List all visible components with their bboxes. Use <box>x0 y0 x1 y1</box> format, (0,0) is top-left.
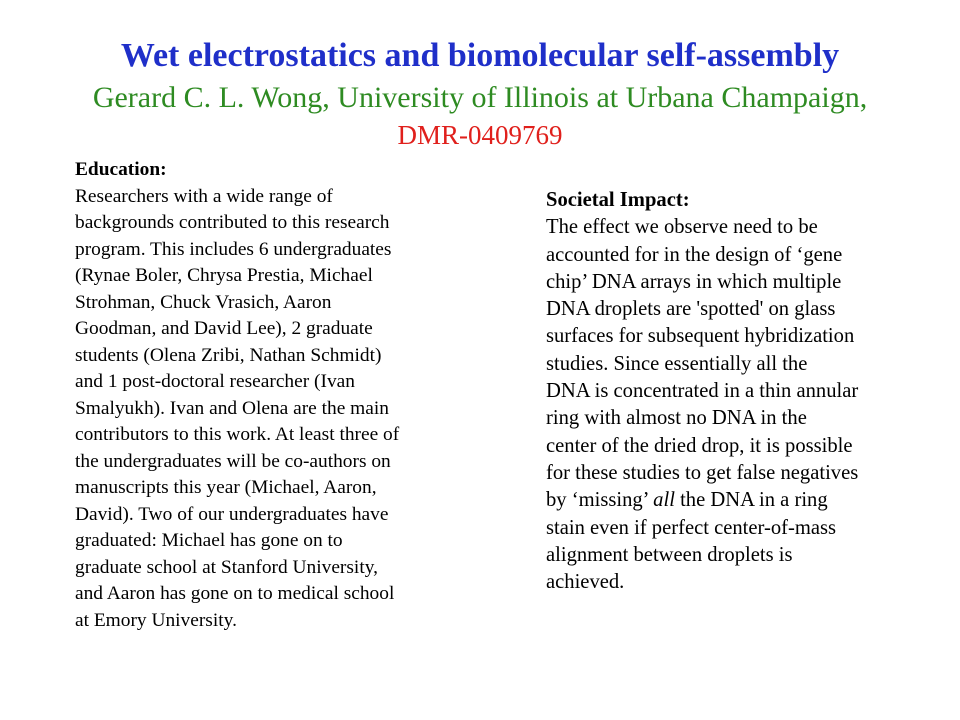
education-line: at Emory University. <box>75 609 237 631</box>
education-line: Smalyukh). Ivan and Olena are the main <box>75 397 389 419</box>
education-heading: Education: <box>75 159 167 180</box>
education-line: students (Olena Zribi, Nathan Schmidt) <box>75 344 382 366</box>
societal-impact-line: surfaces for subsequent hybridization <box>546 325 855 348</box>
societal-impact-line: accounted for in the design of ‘gene <box>546 243 843 266</box>
education-line: Strohman, Chuck Vrasich, Aaron <box>75 291 332 313</box>
award-number: DMR-0409769 <box>397 120 563 150</box>
societal-impact-line: alignment between droplets is <box>546 543 793 566</box>
societal-impact-line: DNA droplets are 'spotted' on glass <box>546 298 836 321</box>
societal-impact-line: for these studies to get false negatives <box>546 461 859 484</box>
author-line: Gerard C. L. Wong, University of Illinois at Urbana Champaign, <box>92 81 868 114</box>
education-line: David). Two of our undergraduates have <box>75 503 389 525</box>
education-line: manuscripts this year (Michael, Aaron, <box>75 477 377 498</box>
education-line: the undergraduates will be co-authors on <box>75 450 391 472</box>
line-text-before: by ‘missing’ <box>546 489 654 512</box>
education-line: graduate school at Stanford University, <box>75 556 378 578</box>
education-line: backgrounds contributed to this research <box>75 212 390 233</box>
slide-title: Wet electrostatics and biomolecular self-assembly <box>120 37 840 74</box>
societal-impact-line: achieved. <box>546 571 625 594</box>
societal-impact-heading: Societal Impact: <box>546 189 690 211</box>
education-line: contributors to this work. At least three of <box>75 424 400 445</box>
education-section <box>75 157 465 634</box>
societal-impact-line: DNA is concentrated in a thin annular <box>546 380 859 403</box>
line-text-after: the DNA in a ring <box>674 489 828 512</box>
societal-impact-line: The effect we observe need to be <box>546 216 818 239</box>
education-line: Researchers with a wide range of <box>75 185 333 207</box>
societal-impact-line <box>546 487 926 514</box>
emphasis-all: all <box>653 489 675 512</box>
education-line: and 1 post-doctoral researcher (Ivan <box>75 371 355 392</box>
societal-impact-line: studies. Since essentially all the <box>546 352 808 375</box>
education-line: program. This includes 6 undergraduates <box>75 238 392 260</box>
societal-impact-line: chip’ DNA arrays in which multiple <box>546 270 842 293</box>
societal-impact-line: ring with almost no DNA in the <box>546 407 807 430</box>
societal-impact-line: stain even if perfect center-of-mass <box>546 516 837 539</box>
education-line: (Rynae Boler, Chrysa Prestia, Michael <box>75 265 373 286</box>
education-line: graduated: Michael has gone on to <box>75 530 343 551</box>
societal-impact-line: center of the dried drop, it is possible <box>546 434 853 457</box>
education-line: Goodman, and David Lee), 2 graduate <box>75 318 373 339</box>
education-line: and Aaron has gone on to medical school <box>75 583 395 604</box>
societal-impact-section <box>546 187 926 596</box>
